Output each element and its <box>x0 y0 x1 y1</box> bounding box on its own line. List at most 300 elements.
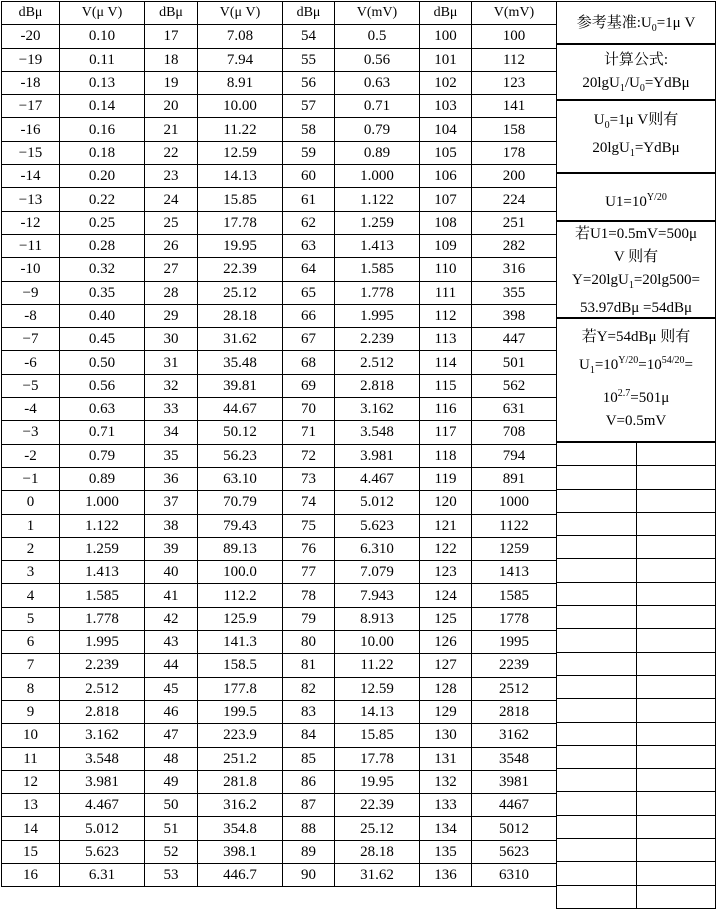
dbu-cell: 1 <box>2 514 60 537</box>
example-1-line-2: V 则有 <box>613 249 659 265</box>
table-row <box>2 677 557 700</box>
voltage-cell: 3.981 <box>60 770 145 793</box>
dbu-cell: 128 <box>420 677 472 700</box>
dbu-voltage-table <box>1 1 557 887</box>
formula-title: 计算公式: <box>603 52 669 68</box>
dbu-cell: 39 <box>145 537 198 560</box>
voltage-cell: 5623 <box>472 840 557 863</box>
table-row <box>2 491 557 514</box>
dbu-cell: 121 <box>420 514 472 537</box>
empty-cell <box>636 722 716 745</box>
voltage-cell: 0.71 <box>335 95 420 118</box>
voltage-cell: 3548 <box>472 747 557 770</box>
dbu-cell: 127 <box>420 654 472 677</box>
table-row <box>2 817 557 840</box>
dbu-cell: 61 <box>283 188 335 211</box>
voltage-cell: 5.623 <box>335 514 420 537</box>
voltage-cell: 0.18 <box>60 141 145 164</box>
dbu-cell: -14 <box>2 165 60 188</box>
dbu-cell: 82 <box>283 677 335 700</box>
table-row <box>2 467 557 490</box>
dbu-cell: 122 <box>420 537 472 560</box>
empty-cell <box>557 839 637 862</box>
voltage-cell: 3.548 <box>60 747 145 770</box>
u1-formula-note <box>556 173 716 221</box>
voltage-cell: 44.67 <box>198 398 283 421</box>
voltage-cell: 2.818 <box>60 700 145 723</box>
table-row <box>2 770 557 793</box>
header-dbu-2: dBμ <box>145 2 198 25</box>
dbu-cell: 33 <box>145 398 198 421</box>
dbu-cell: 62 <box>283 211 335 234</box>
voltage-cell: 31.62 <box>335 863 420 886</box>
empty-cell <box>636 769 716 792</box>
voltage-cell: 8.913 <box>335 607 420 630</box>
dbu-cell: 102 <box>420 71 472 94</box>
voltage-cell: 28.18 <box>198 304 283 327</box>
dbu-cell: −13 <box>2 188 60 211</box>
table-row <box>2 863 557 886</box>
dbu-cell: 131 <box>420 747 472 770</box>
table-row <box>2 421 557 444</box>
empty-cell <box>557 675 637 698</box>
dbu-cell: −3 <box>2 421 60 444</box>
empty-cell <box>557 512 637 535</box>
voltage-cell: 354.8 <box>198 817 283 840</box>
dbu-cell: 72 <box>283 444 335 467</box>
voltage-cell: 0.71 <box>60 421 145 444</box>
table-row <box>2 398 557 421</box>
voltage-cell: 562 <box>472 374 557 397</box>
dbu-cell: 79 <box>283 607 335 630</box>
example-1-note <box>556 221 716 318</box>
dbu-cell: 129 <box>420 700 472 723</box>
dbu-cell: 135 <box>420 840 472 863</box>
empty-cell <box>636 512 716 535</box>
dbu-cell: 30 <box>145 328 198 351</box>
table-row <box>2 631 557 654</box>
voltage-cell: 4.467 <box>60 794 145 817</box>
voltage-cell: 19.95 <box>335 770 420 793</box>
voltage-cell: 39.81 <box>198 374 283 397</box>
voltage-cell: 0.11 <box>60 48 145 71</box>
dbu-cell: 32 <box>145 374 198 397</box>
voltage-cell: 1995 <box>472 631 557 654</box>
empty-row <box>557 559 716 582</box>
voltage-cell: 447 <box>472 328 557 351</box>
dbu-cell: 101 <box>420 48 472 71</box>
voltage-cell: 1.778 <box>335 281 420 304</box>
empty-row <box>557 652 716 675</box>
dbu-cell: 43 <box>145 631 198 654</box>
dbu-cell: 106 <box>420 165 472 188</box>
dbu-cell: 103 <box>420 95 472 118</box>
dbu-cell: 59 <box>283 141 335 164</box>
voltage-cell: 25.12 <box>335 817 420 840</box>
voltage-cell: 708 <box>472 421 557 444</box>
empty-row <box>557 443 716 466</box>
table-row <box>2 71 557 94</box>
empty-row <box>557 675 716 698</box>
empty-cell <box>636 675 716 698</box>
dbu-cell: 105 <box>420 141 472 164</box>
table-row <box>2 188 557 211</box>
voltage-cell: 2512 <box>472 677 557 700</box>
dbu-cell: 2 <box>2 537 60 560</box>
dbu-cell: 58 <box>283 118 335 141</box>
voltage-cell: 0.32 <box>60 258 145 281</box>
dbu-cell: 5 <box>2 607 60 630</box>
voltage-cell: 0.40 <box>60 304 145 327</box>
voltage-cell: 794 <box>472 444 557 467</box>
voltage-cell: 1.995 <box>335 304 420 327</box>
table-row <box>2 537 557 560</box>
voltage-cell: 0.25 <box>60 211 145 234</box>
dbu-cell: 0 <box>2 491 60 514</box>
dbu-cell: 7 <box>2 654 60 677</box>
voltage-cell: 79.43 <box>198 514 283 537</box>
reference-text: 参考基准$:U_0=1\mu$ V <box>576 15 696 34</box>
dbu-cell: 69 <box>283 374 335 397</box>
voltage-cell: 56.23 <box>198 444 283 467</box>
table-row <box>2 351 557 374</box>
table-row <box>2 95 557 118</box>
empty-cell <box>557 652 637 675</box>
dbu-cell: 63 <box>283 234 335 257</box>
voltage-cell: 223.9 <box>198 724 283 747</box>
dbu-cell: 8 <box>2 677 60 700</box>
voltage-cell: 2239 <box>472 654 557 677</box>
empty-row <box>557 512 716 535</box>
voltage-cell: 224 <box>472 188 557 211</box>
voltage-cell: 14.13 <box>335 700 420 723</box>
example-2-line-3: $10^{2.7}=501\mu$ <box>602 388 670 406</box>
voltage-cell: 2.239 <box>335 328 420 351</box>
dbu-cell: 83 <box>283 700 335 723</box>
voltage-cell: 17.78 <box>335 747 420 770</box>
voltage-cell: 6.31 <box>60 863 145 886</box>
dbu-cell: 34 <box>145 421 198 444</box>
dbu-cell: 108 <box>420 211 472 234</box>
empty-cell <box>636 862 716 885</box>
voltage-cell: 0.13 <box>60 71 145 94</box>
dbu-cell: -10 <box>2 258 60 281</box>
voltage-cell: 15.85 <box>335 724 420 747</box>
voltage-cell: 1.259 <box>60 537 145 560</box>
empty-cell <box>636 466 716 489</box>
voltage-cell: 446.7 <box>198 863 283 886</box>
dbu-cell: 80 <box>283 631 335 654</box>
empty-row <box>557 815 716 838</box>
voltage-cell: 125.9 <box>198 607 283 630</box>
empty-cell <box>636 606 716 629</box>
empty-cell <box>557 443 637 466</box>
voltage-cell: 1.000 <box>335 165 420 188</box>
dbu-cell: 22 <box>145 141 198 164</box>
voltage-cell: 7.94 <box>198 48 283 71</box>
voltage-cell: 1259 <box>472 537 557 560</box>
dbu-cell: −17 <box>2 95 60 118</box>
dbu-cell: −7 <box>2 328 60 351</box>
empty-cell <box>557 769 637 792</box>
dbu-cell: 51 <box>145 817 198 840</box>
table-row <box>2 374 557 397</box>
voltage-cell: 1.413 <box>60 561 145 584</box>
reference-note <box>556 1 716 44</box>
reference-then-line-1: $U_0=1\mu$ V则有 <box>593 112 679 131</box>
voltage-cell: 2.239 <box>60 654 145 677</box>
voltage-cell: 631 <box>472 398 557 421</box>
dbu-cell: 57 <box>283 95 335 118</box>
dbu-cell: 47 <box>145 724 198 747</box>
voltage-cell: 1585 <box>472 584 557 607</box>
voltage-cell: 1.122 <box>335 188 420 211</box>
voltage-cell: 158.5 <box>198 654 283 677</box>
dbu-cell: 88 <box>283 817 335 840</box>
example-2-note <box>556 318 716 442</box>
voltage-cell: 2.818 <box>335 374 420 397</box>
empty-cell <box>636 839 716 862</box>
voltage-cell: 123 <box>472 71 557 94</box>
voltage-cell: 5.623 <box>60 840 145 863</box>
empty-cell <box>557 536 637 559</box>
voltage-cell: 177.8 <box>198 677 283 700</box>
dbu-cell: 70 <box>283 398 335 421</box>
dbu-cell: 136 <box>420 863 472 886</box>
dbu-cell: −9 <box>2 281 60 304</box>
dbu-cell: 81 <box>283 654 335 677</box>
voltage-cell: 178 <box>472 141 557 164</box>
dbu-cell: 110 <box>420 258 472 281</box>
dbu-cell: 67 <box>283 328 335 351</box>
dbu-cell: 73 <box>283 467 335 490</box>
voltage-cell: 1413 <box>472 561 557 584</box>
dbu-cell: 41 <box>145 584 198 607</box>
voltage-cell: 5.012 <box>335 491 420 514</box>
empty-row <box>557 745 716 768</box>
dbu-cell: 113 <box>420 328 472 351</box>
table-row <box>2 561 557 584</box>
dbu-cell: 12 <box>2 770 60 793</box>
voltage-cell: 0.45 <box>60 328 145 351</box>
dbu-cell: 48 <box>145 747 198 770</box>
dbu-cell: 27 <box>145 258 198 281</box>
voltage-cell: 89.13 <box>198 537 283 560</box>
empty-cell <box>636 582 716 605</box>
dbu-cell: 37 <box>145 491 198 514</box>
voltage-cell: 7.079 <box>335 561 420 584</box>
voltage-cell: 5.012 <box>60 817 145 840</box>
dbu-cell: 133 <box>420 794 472 817</box>
empty-cell <box>557 582 637 605</box>
dbu-cell: 124 <box>420 584 472 607</box>
voltage-cell: 5012 <box>472 817 557 840</box>
voltage-cell: 0.5 <box>335 25 420 48</box>
dbu-cell: 126 <box>420 631 472 654</box>
example-1-line-1: 若U1=0.5mV=500μ <box>574 226 698 242</box>
voltage-cell: 1122 <box>472 514 557 537</box>
table-row <box>2 211 557 234</box>
dbu-cell: -8 <box>2 304 60 327</box>
voltage-cell: 0.79 <box>60 444 145 467</box>
dbu-cell: 44 <box>145 654 198 677</box>
voltage-cell: 891 <box>472 467 557 490</box>
voltage-cell: 12.59 <box>198 141 283 164</box>
voltage-cell: 8.91 <box>198 71 283 94</box>
voltage-cell: 282 <box>472 234 557 257</box>
voltage-cell: 1.413 <box>335 234 420 257</box>
voltage-cell: 0.63 <box>335 71 420 94</box>
voltage-cell: 70.79 <box>198 491 283 514</box>
table-row <box>2 840 557 863</box>
table-row <box>2 794 557 817</box>
voltage-cell: 199.5 <box>198 700 283 723</box>
empty-cell <box>636 536 716 559</box>
voltage-cell: 14.13 <box>198 165 283 188</box>
dbu-cell: 104 <box>420 118 472 141</box>
dbu-cell: 14 <box>2 817 60 840</box>
header-voltage-2: V(μ V) <box>198 2 283 25</box>
voltage-cell: 0.56 <box>60 374 145 397</box>
header-voltage-3: V(mV) <box>335 2 420 25</box>
table-row <box>2 48 557 71</box>
voltage-cell: 141 <box>472 95 557 118</box>
table-row <box>2 258 557 281</box>
dbu-cell: 112 <box>420 304 472 327</box>
notes-panel <box>556 1 716 904</box>
dbu-cell: 31 <box>145 351 198 374</box>
empty-cell <box>557 792 637 815</box>
table-row <box>2 281 557 304</box>
conversion-sheet <box>1 1 716 904</box>
empty-cell <box>636 559 716 582</box>
dbu-cell: -12 <box>2 211 60 234</box>
voltage-cell: 1.778 <box>60 607 145 630</box>
dbu-cell: 130 <box>420 724 472 747</box>
voltage-cell: 1.259 <box>335 211 420 234</box>
voltage-cell: 112.2 <box>198 584 283 607</box>
dbu-cell: 29 <box>145 304 198 327</box>
dbu-cell: 123 <box>420 561 472 584</box>
dbu-cell: 49 <box>145 770 198 793</box>
example-1-line-4: 53.97dBμ =54dBμ <box>579 300 693 316</box>
empty-row <box>557 769 716 792</box>
empty-cell <box>636 815 716 838</box>
voltage-cell: 200 <box>472 165 557 188</box>
dbu-cell: 134 <box>420 817 472 840</box>
voltage-cell: 10.00 <box>198 95 283 118</box>
reference-then-line-2: 20lgU$_1$=YdBμ <box>592 140 680 159</box>
voltage-cell: 0.14 <box>60 95 145 118</box>
voltage-cell: 6.310 <box>335 537 420 560</box>
dbu-cell: 85 <box>283 747 335 770</box>
dbu-cell: 77 <box>283 561 335 584</box>
formula-text: $20\lg U_1/U_0=YdB\mu$ <box>582 75 690 94</box>
dbu-cell: 111 <box>420 281 472 304</box>
dbu-cell: 132 <box>420 770 472 793</box>
voltage-cell: 28.18 <box>335 840 420 863</box>
voltage-cell: 0.20 <box>60 165 145 188</box>
dbu-cell: 46 <box>145 700 198 723</box>
voltage-cell: 1.995 <box>60 631 145 654</box>
voltage-cell: 398.1 <box>198 840 283 863</box>
empty-cell <box>636 443 716 466</box>
voltage-cell: 11.22 <box>198 118 283 141</box>
dbu-cell: 35 <box>145 444 198 467</box>
dbu-cell: -16 <box>2 118 60 141</box>
table-row <box>2 700 557 723</box>
voltage-cell: 1000 <box>472 491 557 514</box>
dbu-cell: 24 <box>145 188 198 211</box>
voltage-cell: 0.89 <box>60 467 145 490</box>
voltage-cell: 17.78 <box>198 211 283 234</box>
dbu-cell: 16 <box>2 863 60 886</box>
dbu-cell: -2 <box>2 444 60 467</box>
empty-row <box>557 722 716 745</box>
dbu-cell: 6 <box>2 631 60 654</box>
empty-row <box>557 536 716 559</box>
voltage-cell: 50.12 <box>198 421 283 444</box>
voltage-cell: 1.585 <box>60 584 145 607</box>
empty-cell <box>557 466 637 489</box>
dbu-cell: 109 <box>420 234 472 257</box>
dbu-cell: 75 <box>283 514 335 537</box>
dbu-cell: 21 <box>145 118 198 141</box>
voltage-cell: 11.22 <box>335 654 420 677</box>
example-2-line-2: $U_1=10^{Y/20}=10^{54/20}=$ <box>578 355 694 376</box>
dbu-cell: −11 <box>2 234 60 257</box>
empty-row <box>557 582 716 605</box>
voltage-cell: 112 <box>472 48 557 71</box>
empty-row <box>557 629 716 652</box>
voltage-cell: 1778 <box>472 607 557 630</box>
empty-cell <box>557 606 637 629</box>
header-dbu-1: dBμ <box>2 2 60 25</box>
table-row <box>2 25 557 48</box>
empty-row <box>557 466 716 489</box>
voltage-cell: 35.48 <box>198 351 283 374</box>
dbu-cell: 36 <box>145 467 198 490</box>
voltage-cell: 0.63 <box>60 398 145 421</box>
voltage-cell: 22.39 <box>335 794 420 817</box>
dbu-cell: 107 <box>420 188 472 211</box>
dbu-cell: 11 <box>2 747 60 770</box>
voltage-cell: 0.89 <box>335 141 420 164</box>
dbu-cell: 23 <box>145 165 198 188</box>
dbu-cell: 10 <box>2 724 60 747</box>
voltage-cell: 100.0 <box>198 561 283 584</box>
empty-cell <box>557 815 637 838</box>
voltage-cell: 2.512 <box>335 351 420 374</box>
table-row <box>2 141 557 164</box>
dbu-cell: 3 <box>2 561 60 584</box>
dbu-cell: 64 <box>283 258 335 281</box>
voltage-cell: 281.8 <box>198 770 283 793</box>
voltage-cell: 3.981 <box>335 444 420 467</box>
voltage-cell: 3.162 <box>335 398 420 421</box>
table-row <box>2 654 557 677</box>
empty-cell <box>557 862 637 885</box>
dbu-cell: 52 <box>145 840 198 863</box>
dbu-cell: 87 <box>283 794 335 817</box>
voltage-cell: 355 <box>472 281 557 304</box>
voltage-cell: 0.28 <box>60 234 145 257</box>
voltage-cell: 316.2 <box>198 794 283 817</box>
header-dbu-4: dBμ <box>420 2 472 25</box>
voltage-cell: 0.50 <box>60 351 145 374</box>
example-2-line-4: V=0.5mV <box>605 413 667 429</box>
voltage-cell: 0.22 <box>60 188 145 211</box>
